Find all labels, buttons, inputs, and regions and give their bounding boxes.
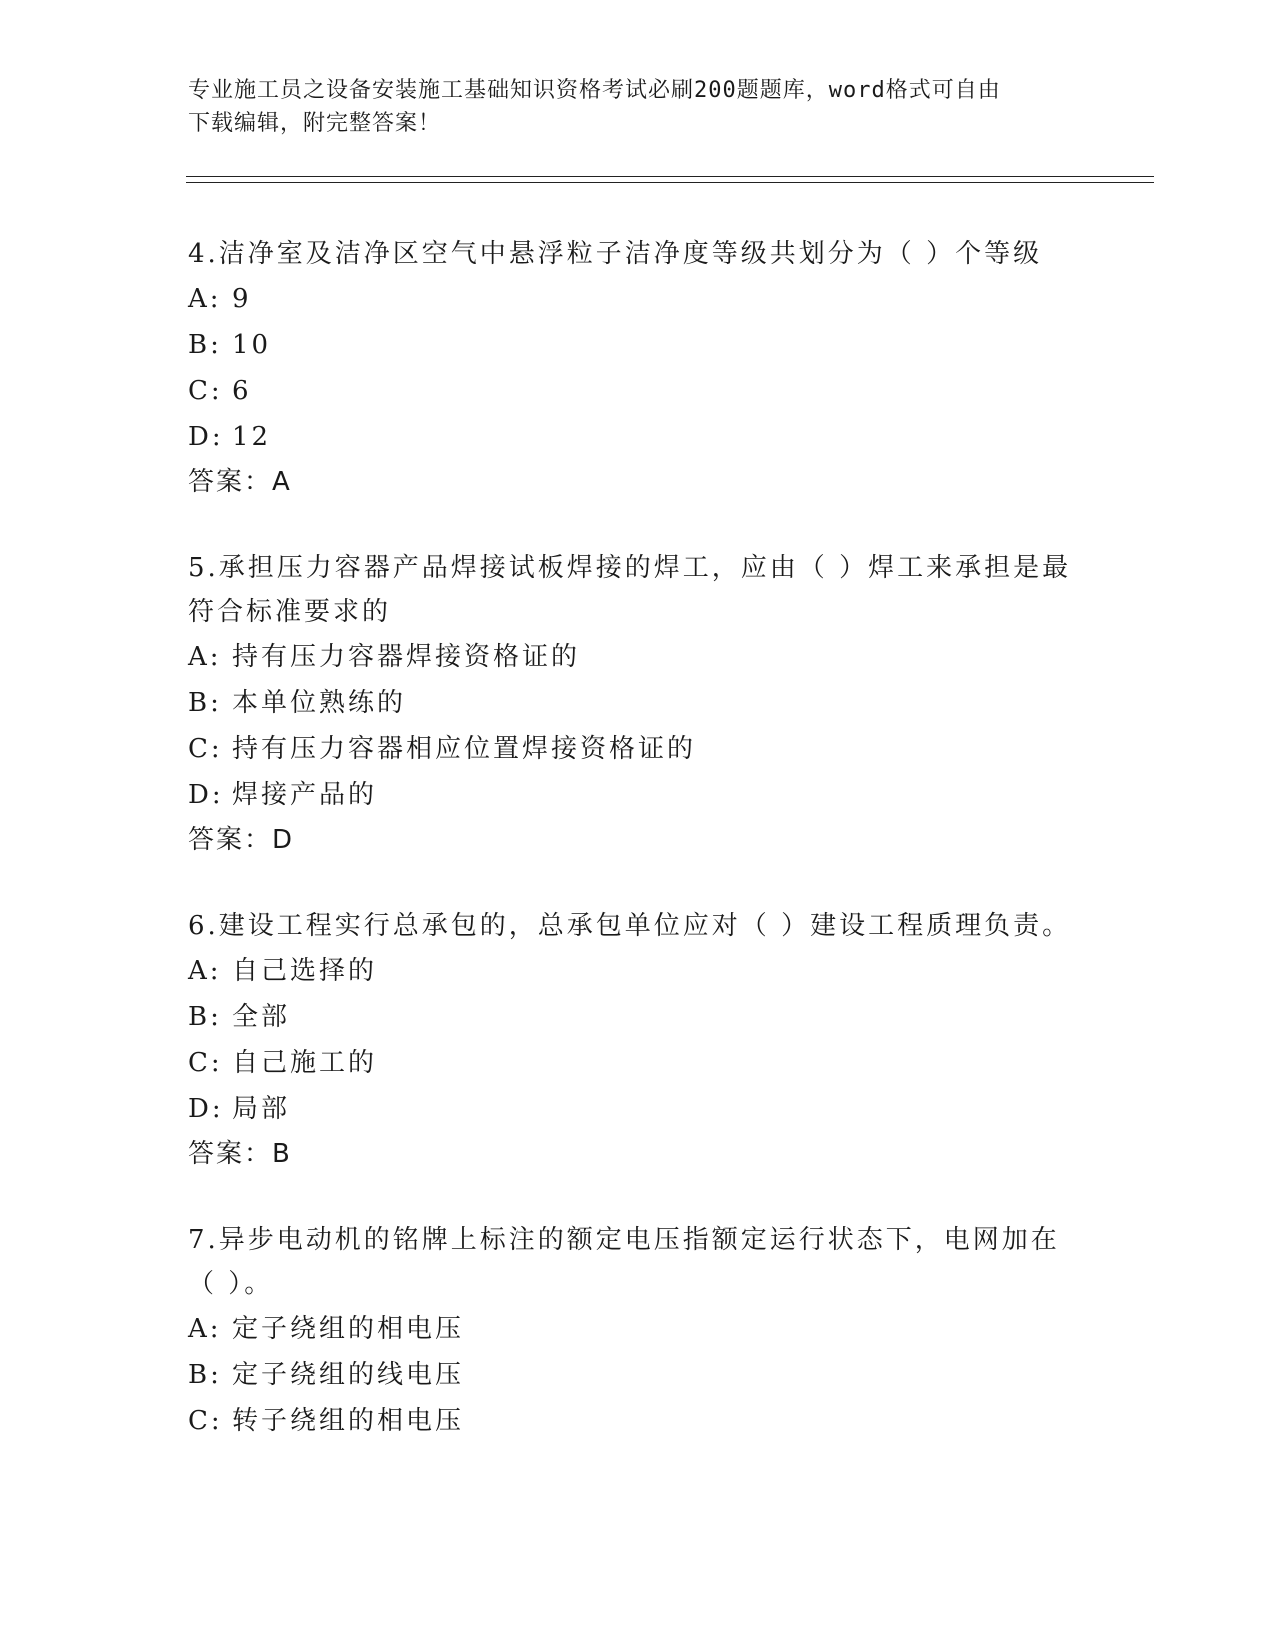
option-value: 10 — [232, 330, 272, 360]
option-d — [188, 1086, 1088, 1132]
option-value: 局部 — [232, 1094, 291, 1124]
option-d — [188, 414, 1088, 460]
question-6 — [188, 904, 1088, 1176]
question-list — [188, 232, 1088, 1486]
option-value: 持有压力容器焊接资格证的 — [232, 642, 581, 672]
option-key: C: — [188, 1406, 223, 1436]
option-value: 本单位熟练的 — [232, 688, 407, 718]
option-key: B: — [188, 330, 222, 360]
option-b — [188, 994, 1088, 1040]
option-c — [188, 368, 1088, 414]
question-4 — [188, 232, 1088, 504]
question-text: 6.建设工程实行总承包的，总承包单位应对（ ）建设工程质理负责。 — [188, 911, 1072, 941]
option-c — [188, 726, 1088, 772]
option-key: D: — [188, 780, 224, 810]
option-key: D: — [188, 422, 224, 452]
option-key: B: — [188, 1002, 222, 1032]
header-divider-bottom — [186, 182, 1154, 183]
answer-text: 答案：A — [188, 467, 292, 497]
question-text: 7.异步电动机的铭牌上标注的额定电压指额定运行状态下，电网加在（ ）。 — [188, 1225, 1060, 1299]
option-value: 自己选择的 — [232, 956, 378, 986]
option-key: C: — [188, 1048, 223, 1078]
option-c — [188, 1040, 1088, 1086]
option-value: 9 — [232, 284, 252, 314]
option-value: 焊接产品的 — [232, 780, 378, 810]
answer-text: 答案：B — [188, 1139, 292, 1169]
option-key: B: — [188, 688, 222, 718]
option-a — [188, 634, 1088, 680]
option-key: D: — [188, 1094, 224, 1124]
question-text: 4.洁净室及洁净区空气中悬浮粒子洁净度等级共划分为（ ）个等级 — [188, 239, 1043, 269]
option-key: A: — [188, 1314, 222, 1344]
option-c — [188, 1398, 1088, 1444]
option-value: 定子绕组的线电压 — [232, 1360, 465, 1390]
option-b — [188, 1352, 1088, 1398]
header-line-1: 专业施工员之设备安装施工基础知识资格考试必刷200题题库，word格式可自由 — [188, 78, 1001, 103]
document-header — [188, 74, 1088, 140]
option-value: 定子绕组的相电压 — [232, 1314, 465, 1344]
option-b — [188, 322, 1088, 368]
option-value: 转子绕组的相电压 — [232, 1406, 465, 1436]
option-value: 12 — [232, 422, 272, 452]
option-value: 6 — [232, 376, 252, 406]
header-divider-top — [186, 176, 1154, 177]
option-value: 持有压力容器相应位置焊接资格证的 — [232, 734, 697, 764]
option-a — [188, 948, 1088, 994]
question-5 — [188, 546, 1088, 862]
option-key: C: — [188, 376, 223, 406]
option-key: A: — [188, 284, 222, 314]
option-value: 自己施工的 — [232, 1048, 378, 1078]
option-key: A: — [188, 956, 222, 986]
option-a — [188, 276, 1088, 322]
option-key: A: — [188, 642, 222, 672]
option-a — [188, 1306, 1088, 1352]
question-text: 5.承担压力容器产品焊接试板焊接的焊工，应由（ ）焊工来承担是最符合标准要求的 — [188, 553, 1072, 627]
answer-text: 答案：D — [188, 825, 295, 855]
option-value: 全部 — [232, 1002, 291, 1032]
option-b — [188, 680, 1088, 726]
header-line-2: 下载编辑，附完整答案！ — [188, 111, 442, 136]
option-key: B: — [188, 1360, 222, 1390]
option-key: C: — [188, 734, 223, 764]
option-d — [188, 772, 1088, 818]
question-7 — [188, 1218, 1088, 1444]
